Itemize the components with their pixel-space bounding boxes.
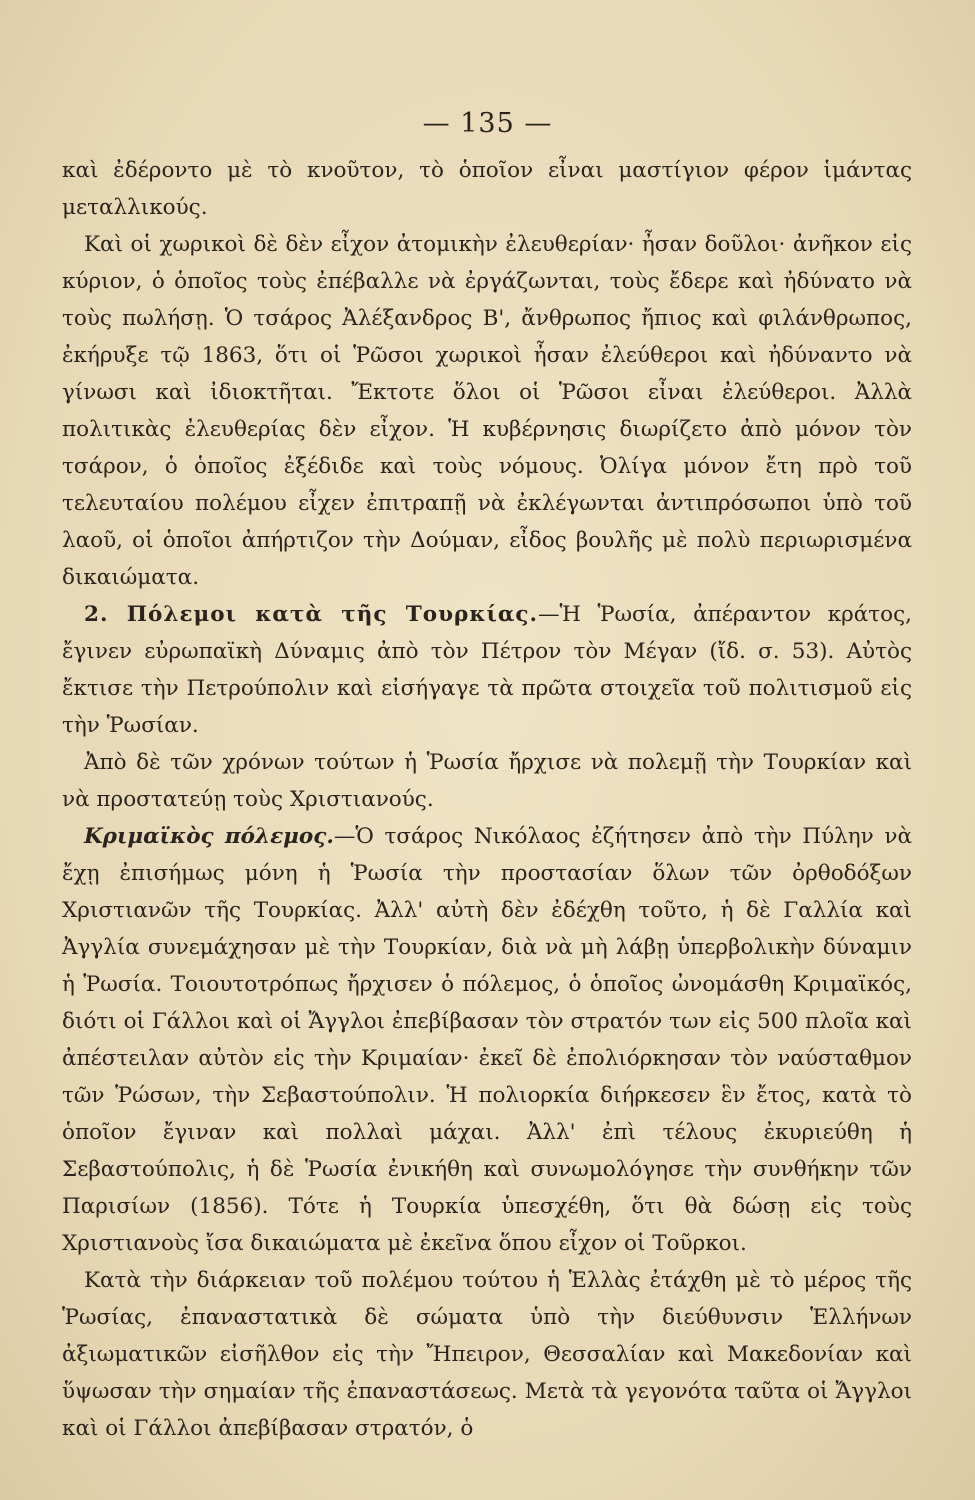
paragraph-1-text: καὶ ἐδέροντο μὲ τὸ κνοῦτον, τὸ ὁποῖον εἶναι μαστίγιον φέρον ἱμάντας μεταλλικούς. — [62, 158, 912, 220]
page-number: — 135 — — [422, 108, 553, 139]
paragraph-5 — [62, 818, 912, 1262]
paragraph-1 — [62, 152, 912, 226]
paragraph-2 — [62, 226, 912, 596]
section-heading-crimean-war: Κριμαϊκὸς πόλεμος. — [84, 824, 334, 849]
paragraph-4 — [62, 744, 912, 818]
paragraph-6-text: Κατὰ τὴν διάρκειαν τοῦ πολέμου τούτου ἡ Ἑλλὰς ἐτάχθη μὲ τὸ μέρος τῆς Ῥωσίας, ἐπαναστατικὰ δὲ σώματα ὑπὸ τὴν διεύθυνσιν Ἑλλήνων ἀξιωματικῶν εἰσῆλθον εἰς τὴν Ἤπειρον, Θεσσαλίαν καὶ Μακεδονίαν καὶ ὕψωσαν τὴν σημαίαν τῆς ἐπαναστάσεως. Μετὰ τὰ γεγονότα ταῦτα οἱ Ἄγγλοι καὶ οἱ Γάλλοι ἀπεβίβασαν στρατόν, ὁ — [62, 1268, 912, 1441]
paragraph-2-text: Καὶ οἱ χωρικοὶ δὲ δὲν εἶχον ἀτομικὴν ἐλευθερίαν· ἦσαν δοῦλοι· ἀνῆκον εἰς κύριον, ὁ ὁποῖος τοὺς ἐπέβαλλε νὰ ἐργάζωνται, τοὺς ἔδερε καὶ ἠδύνατο νὰ τοὺς πωλήσῃ. Ὁ τσάρος Ἀλέξανδρος Β', ἄνθρωπος ἤπιος καὶ φιλάνθρωπος, ἐκήρυξε τῷ 1863, ὅτι οἱ Ῥῶσοι χωρικοὶ ἦσαν ἐλεύθεροι καὶ ἠδύναντο νὰ γίνωσι καὶ ἰδιοκτῆται. Ἔκτοτε ὅλοι οἱ Ῥῶσοι εἶναι ἐλεύθεροι. Ἀλλὰ πολιτικὰς ἐλευθερίας δὲν εἶχον. Ἡ κυβέρνησις διωρίζετο ἀπὸ μόνον τὸν τσάρον, ὁ ὁποῖος ἐξέδιδε καὶ τοὺς νόμους. Ὀλίγα μόνον ἔτη πρὸ τοῦ τελευταίου πολέμου εἶχεν ἐπιτραπῇ νὰ ἐκλέγωνται ἀντιπρόσωποι ὑπὸ τοῦ λαοῦ, οἱ ὁποῖοι ἀπήρτιζον τὴν Δούμαν, εἶδος βουλῆς μὲ πολὺ περιωρισμένα δικαιώματα. — [62, 232, 912, 590]
paragraph-4-text: Ἀπὸ δὲ τῶν χρόνων τούτων ἡ Ῥωσία ἤρχισε νὰ πολεμῇ τὴν Τουρκίαν καὶ νὰ προστατεύῃ τοὺς Χριστιανούς. — [62, 750, 912, 812]
section-heading-wars: 2. Πόλεμοι κατὰ τῆς Τουρκίας. — [84, 602, 538, 627]
paragraph-6 — [62, 1262, 912, 1447]
body-text — [62, 152, 912, 1447]
paragraph-3 — [62, 596, 912, 744]
paragraph-3-text: —Ἡ Ῥωσία, ἀπέραντον κράτος, ἔγινεν εὐρωπαϊκὴ Δύναμις ἀπὸ τὸν Πέτρον τὸν Μέγαν (ἴδ. σ. 53). Αὐτὸς ἔκτισε τὴν Πετρούπολιν καὶ εἰσήγαγε τὰ πρῶτα στοιχεῖα τοῦ πολιτισμοῦ εἰς τὴν Ῥωσίαν. — [62, 602, 913, 738]
paragraph-5-text: —Ὁ τσάρος Νικόλαος ἐζήτησεν ἀπὸ τὴν Πύλην νὰ ἔχῃ ἐπισήμως μόνη ἡ Ῥωσία τὴν προστασίαν ὅλων τῶν ὀρθοδόξων Χριστιανῶν τῆς Τουρκίας. Ἀλλ' αὐτὴ δὲν ἐδέχθη τοῦτο, ἡ δὲ Γαλλία καὶ Ἀγγλία συνεμάχησαν μὲ τὴν Τουρκίαν, διὰ νὰ μὴ λάβῃ ὑπερβολικὴν δύναμιν ἡ Ῥωσία. Τοιουτοτρόπως ἤρχισεν ὁ πόλεμος, ὁ ὁποῖος ὠνομάσθη Κριμαϊκός, διότι οἱ Γάλλοι καὶ οἱ Ἄγγλοι ἐπεβίβασαν τὸν στρατόν των εἰς 500 πλοῖα καὶ ἀπέστειλαν αὐτὸν εἰς τὴν Κριμαίαν· ἐκεῖ δὲ ἐπολιόρκησαν τὸν ναύσταθμον τῶν Ῥώσων, τὴν Σεβαστούπολιν. Ἡ πολιορκία διήρκεσεν ἓν ἔτος, κατὰ τὸ ὁποῖον ἔγιναν καὶ πολλαὶ μάχαι. Ἀλλ' ἐπὶ τέλους ἐκυριεύθη ἡ Σεβαστούπολις, ἡ δὲ Ῥωσία ἐνικήθη καὶ συνωμολόγησε τὴν συνθήκην τῶν Παρισίων (1856). Τότε ἡ Τουρκία ὑπεσχέθη, ὅτι θὰ δώσῃ εἰς τοὺς Χριστιανοὺς ἴσα δικαιώματα μὲ ἐκεῖνα ὅπου εἶχον οἱ Τοῦρκοι. — [62, 824, 912, 1256]
